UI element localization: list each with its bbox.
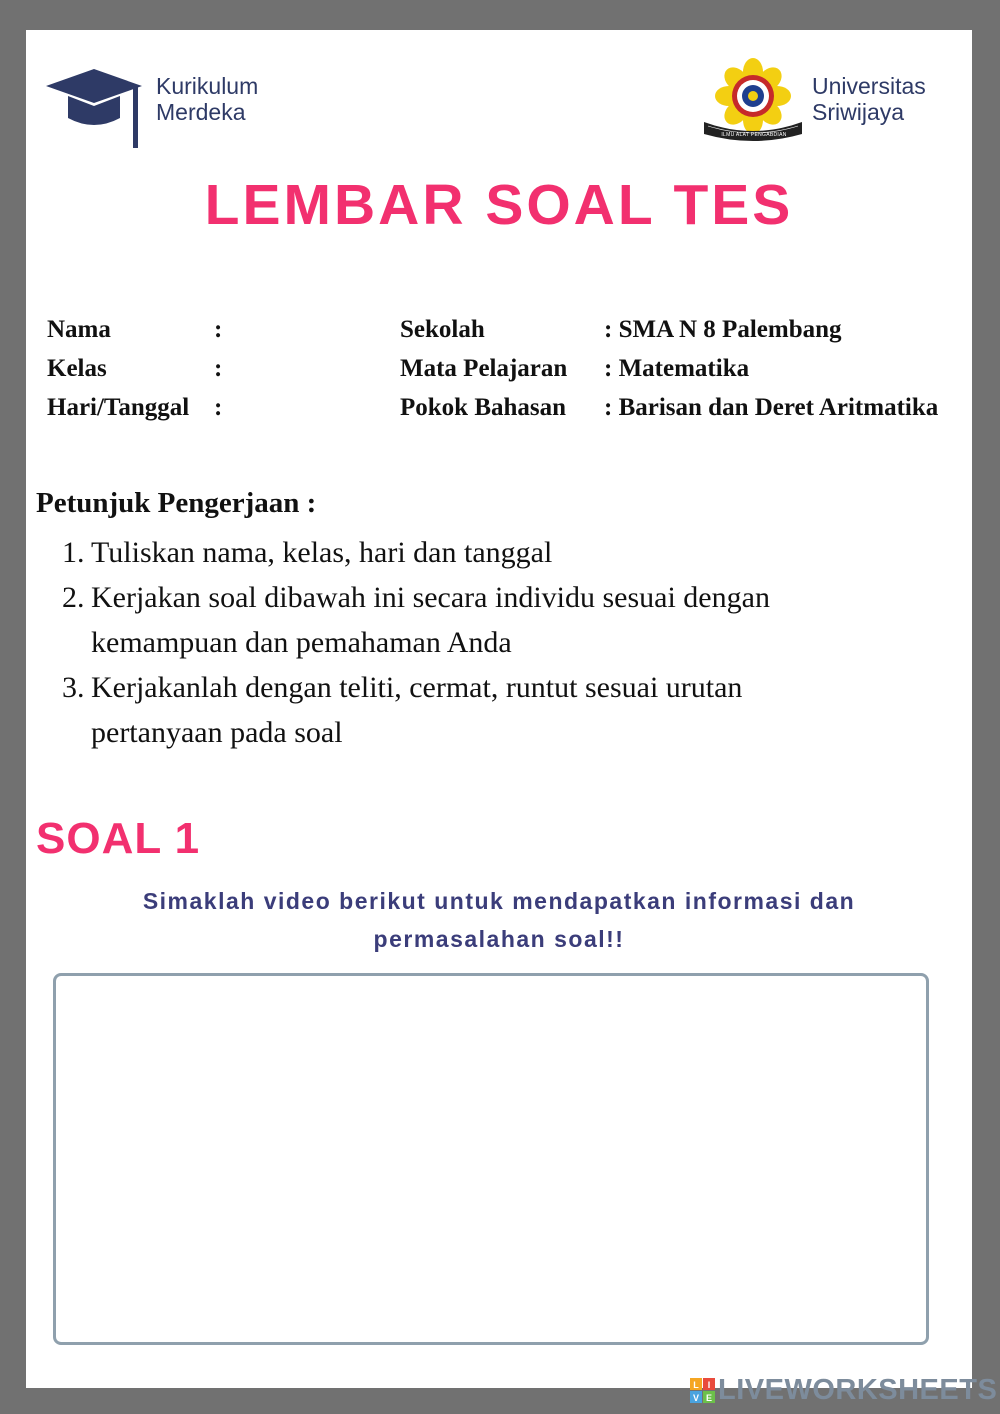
univ-line2: Sriwijaya	[812, 99, 905, 125]
info-row-kelas	[47, 349, 407, 388]
svg-text:I: I	[707, 1380, 711, 1390]
info-row-mata-pelajaran	[400, 349, 970, 388]
university-seal-icon	[698, 56, 808, 144]
soal-heading: SOAL 1	[36, 814, 201, 863]
worksheet-page	[26, 30, 972, 1388]
info-row-nama	[47, 310, 407, 349]
soal-subtitle-line2: permasalahan soal!!	[373, 926, 625, 952]
instruction-item	[62, 665, 942, 755]
info-colon: :	[214, 355, 223, 382]
univ-line1: Universitas	[812, 73, 926, 99]
kurikulum-line1: Kurikulum	[156, 73, 259, 99]
video-placeholder[interactable]	[53, 973, 929, 1345]
school-info-right	[400, 310, 970, 427]
info-label: Mata Pelajaran	[400, 355, 568, 382]
instruction-text-cont: kemampuan dan pemahaman Anda	[91, 626, 512, 659]
info-label: Hari/Tanggal	[47, 394, 190, 421]
instruction-text: Kerjakanlah dengan teliti, cermat, runtut sesuai urutan	[91, 671, 743, 704]
svg-text:L: L	[693, 1380, 699, 1390]
instruction-number: 2.	[62, 581, 85, 614]
kurikulum-logo-text	[156, 73, 258, 125]
instruction-text-cont: pertanyaan pada soal	[91, 716, 343, 749]
kurikulum-line2: Merdeka	[156, 99, 246, 125]
svg-text:V: V	[692, 1393, 700, 1403]
soal-subtitle	[26, 882, 972, 958]
soal-subtitle-line1: Simaklah video berikut untuk mendapatkan informasi dan	[142, 888, 856, 914]
university-logo-text	[812, 73, 926, 125]
instruction-text: Kerjakan soal dibawah ini secara individu sesuai dengan	[91, 581, 770, 614]
info-colon: :	[214, 316, 223, 343]
liveworksheets-logo-icon	[690, 1378, 716, 1404]
instruction-number: 3.	[62, 671, 85, 704]
instruction-text: Tuliskan nama, kelas, hari dan tanggal	[91, 536, 553, 569]
instruction-item	[62, 575, 942, 665]
info-colon: :	[214, 394, 223, 421]
info-label: Pokok Bahasan	[400, 394, 567, 421]
instruction-item	[62, 530, 942, 575]
liveworksheets-brand[interactable]: LIVEWORKSHEETS	[718, 1374, 998, 1406]
info-label: Nama	[47, 316, 111, 343]
instruction-number: 1.	[62, 536, 85, 569]
info-value: : Matematika	[604, 355, 750, 382]
page-title: LEMBAR SOAL TES	[204, 173, 794, 237]
info-row-pokok-bahasan	[400, 388, 970, 427]
info-row-sekolah	[400, 310, 970, 349]
svg-text:E: E	[705, 1393, 713, 1403]
info-label: Sekolah	[400, 316, 485, 343]
instructions-list	[62, 530, 942, 755]
info-row-hari-tanggal	[47, 388, 407, 427]
instructions-heading: Petunjuk Pengerjaan :	[36, 487, 317, 519]
info-value: : SMA N 8 Palembang	[604, 316, 842, 343]
info-label: Kelas	[47, 355, 107, 382]
graduation-cap-icon	[46, 66, 146, 154]
info-value: : Barisan dan Deret Aritmatika	[604, 394, 939, 421]
seal-motto: ILMU ALAT PENGABDIAN	[721, 132, 787, 138]
student-info-left	[47, 310, 407, 427]
